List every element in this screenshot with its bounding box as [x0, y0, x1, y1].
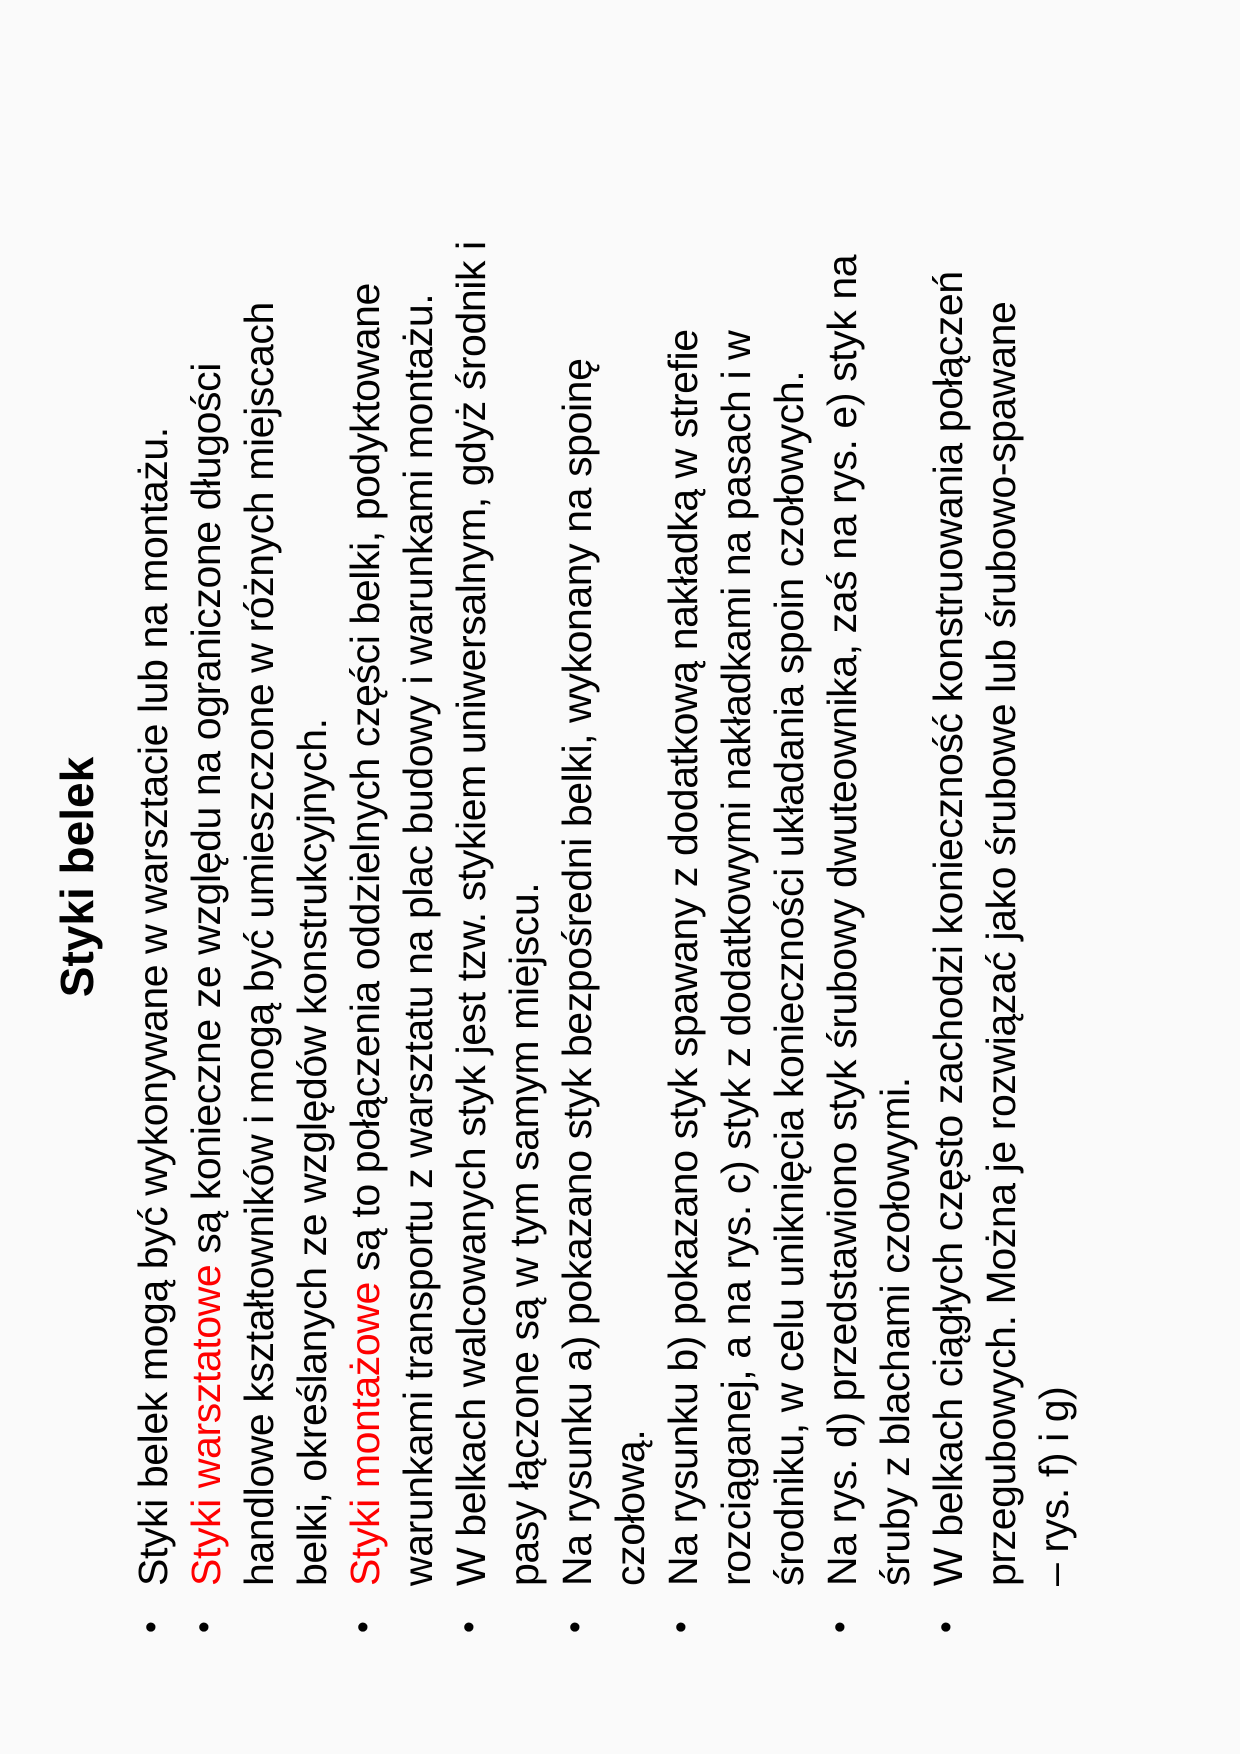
text-segment: rozciąganej, a na rys. c) styk z dodatkowymi nakładkami na pasach i w [712, 330, 759, 1586]
bullet-line [869, 60, 922, 1586]
bullet-item [180, 60, 339, 1633]
bullet-marker: • [343, 1621, 382, 1633]
bullet-line [710, 60, 763, 1586]
bullet-line [445, 60, 498, 1633]
bullet-marker: • [184, 1621, 223, 1633]
text-segment: warunkami transportu z warsztatu na plac budowy i warunkami montażu. [394, 293, 441, 1586]
bullet-item [657, 60, 816, 1633]
bullet-line [286, 60, 339, 1586]
bullet-marker: • [820, 1621, 859, 1633]
bullet-line [922, 60, 975, 1633]
text-segment: przegubowych. Można je rozwiązać jako śrubowe lub śrubowo-spawane [977, 301, 1024, 1586]
text-segment: Styki warsztatowe [182, 1264, 229, 1586]
bullet-list [127, 0, 1081, 1754]
bullet-line [1028, 60, 1081, 1586]
slide-title: Styki belek [51, 756, 103, 998]
text-segment: Na rysunku b) pokazano styk spawany z dodatkową nakładką w strefie [659, 329, 706, 1586]
bullet-line [339, 60, 392, 1633]
bullet-item [816, 60, 922, 1633]
text-segment: W belkach ciągłych często zachodzi konieczność konstruowania połączeń [924, 271, 971, 1586]
text-segment: Na rysunku a) pokazano styk bezpośredni belki, wykonany na spoinę [553, 358, 600, 1586]
bullet-line [233, 60, 286, 1586]
bullet-marker: • [555, 1621, 594, 1633]
bullet-line [180, 60, 233, 1633]
bullet-line [604, 60, 657, 1586]
text-segment: śruby z blachami czołowymi. [871, 1077, 918, 1586]
bullet-item [551, 60, 657, 1633]
text-segment: są konieczne ze względu na ograniczone długości [182, 363, 229, 1265]
bullet-line [816, 60, 869, 1633]
bullet-marker: • [449, 1621, 488, 1633]
bullet-marker: • [131, 1621, 170, 1633]
bullet-line [127, 60, 180, 1633]
bullet-line [975, 60, 1028, 1586]
bullet-item [445, 60, 551, 1633]
bullet-line [657, 60, 710, 1633]
bullet-item [127, 60, 180, 1633]
bullet-marker: • [926, 1621, 965, 1633]
text-segment: handlowe kształtowników i mogą być umieszczone w różnych miejscach [235, 302, 282, 1586]
bullet-line [763, 60, 816, 1586]
bullet-marker: • [661, 1621, 700, 1633]
text-segment: czołową. [606, 1429, 653, 1586]
text-segment: W belkach walcowanych styk jest tzw. stykiem uniwersalnym, gdyż środnik i [447, 241, 494, 1586]
bullet-line [498, 60, 551, 1586]
text-segment: pasy łączone są w tym samym miejscu. [500, 882, 547, 1586]
text-segment: Na rys. d) przedstawiono styk śrubowy dwuteownika, zaś na rys. e) styk na [818, 254, 865, 1586]
bullet-item [922, 60, 1081, 1633]
bullet-line [551, 60, 604, 1633]
text-segment: belki, określanych ze względów konstrukcyjnych. [288, 718, 335, 1586]
text-segment: – rys. f) i g) [1030, 1386, 1077, 1586]
text-segment: Styki belek mogą być wykonywane w warsztacie lub na montażu. [129, 427, 176, 1586]
bullet-line [392, 60, 445, 1586]
text-segment: środniku, w celu uniknięcia konieczności układania spoin czołowych. [765, 370, 812, 1586]
bullet-item [339, 60, 445, 1633]
text-segment: są to połączenia oddzielnych części belki, podyktowane [341, 283, 388, 1283]
text-segment: Styki montażowe [341, 1282, 388, 1586]
